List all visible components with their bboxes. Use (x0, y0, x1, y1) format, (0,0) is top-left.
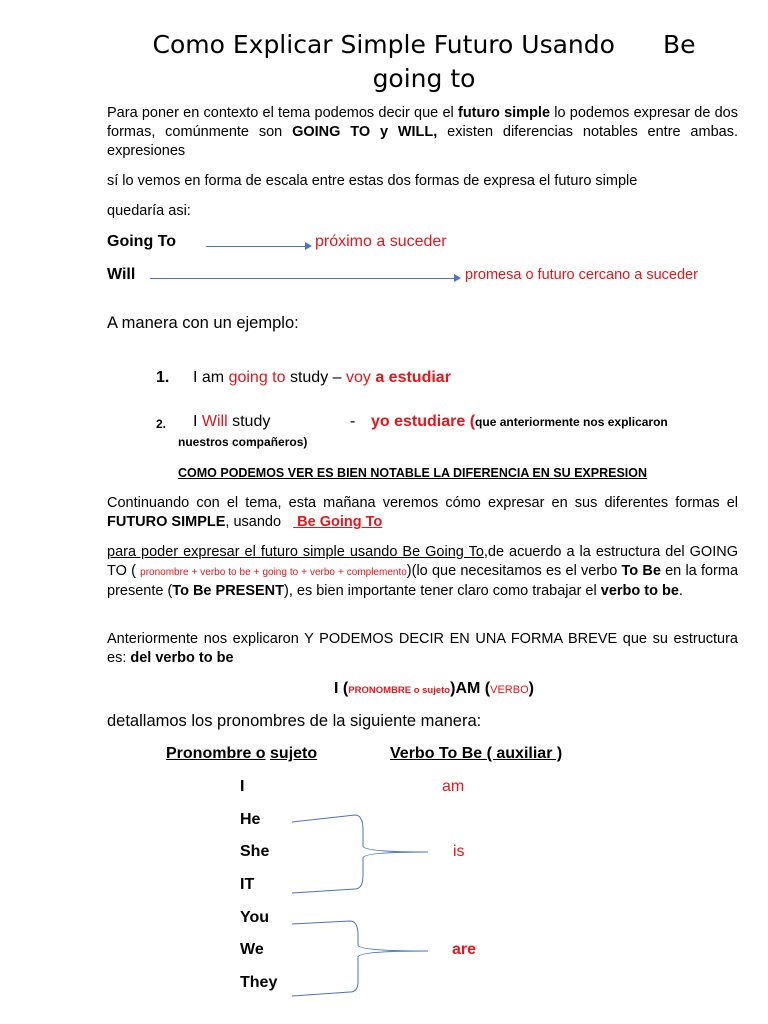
example-1-red-1: going to (228, 369, 286, 386)
formula-i: I ( (334, 680, 349, 697)
intro-bold-2: GOING TO y WILL, (292, 124, 438, 140)
continuando-text-1: Continuando con el tema, esta mañana veremos cómo expresar en sus diferentes formas el (107, 495, 738, 511)
formula-pronoun: PRONOMBRE o sujeto (348, 685, 451, 696)
pronoun-we: We (240, 941, 264, 958)
formula-close: ) (528, 680, 534, 697)
pronoun-they: They (240, 974, 278, 991)
example-1-red-3: a estudiar (375, 369, 451, 386)
para-poder-text-2: )(lo que necesitamos es el verbo (406, 563, 622, 579)
example-2-note-2: nuestros compañeros) (178, 435, 308, 449)
brace-is (292, 815, 428, 893)
verb-is: is (453, 843, 465, 860)
going-to-meaning: próximo a suceder (315, 233, 447, 250)
example-1-text-2: study – (285, 369, 346, 386)
title-part1: Como Explicar Simple Futuro Usando (152, 30, 615, 59)
example-1-text-1: I am (193, 369, 229, 386)
example-intro: A manera con un ejemplo: (107, 314, 299, 332)
example-2-text-2: study (227, 413, 271, 430)
detallamos-text: detallamos los pronombres de la siguiente manera: (107, 712, 482, 730)
intro-bold-1: futuro simple (457, 105, 551, 121)
formula-am: )AM ( (450, 680, 491, 697)
formula-verbo: VERBO (490, 684, 529, 696)
para-poder-structure: pronombre + verbo to be + going to + verbo + complemento (140, 567, 407, 578)
header-pronombre-o: Pronombre o (166, 745, 266, 762)
para-poder-underlined: para poder expresar el futuro simple usando Be Going To (107, 544, 484, 560)
verb-are: are (452, 941, 477, 958)
example-2-note: que anteriormente nos explicaron (475, 415, 668, 429)
intro-text-3: existen diferencias notables entre ambas. expresiones (107, 124, 738, 159)
example-2-number: 2. (156, 417, 167, 431)
example-1-number: 1. (156, 369, 170, 386)
para-poder-text-1: ,de acuerdo a la estructura del GOING TO ( (107, 544, 738, 579)
example-2-text-1: I (193, 413, 202, 430)
will-label: Will (107, 266, 136, 283)
anteriormente-text-1: Anteriormente nos explicaron Y PODEMOS DECIR EN UNA FORMA BREVE que su estructura es: (107, 631, 738, 666)
title-line2: going to (372, 64, 476, 93)
notable-heading: COMO PODEMOS VER ES BIEN NOTABLE LA DIFERENCIA EN SU EXPRESION (178, 466, 648, 480)
pronoun-you: You (240, 909, 270, 926)
para-poder-bold-1: To Be (621, 563, 661, 579)
brace-are (292, 921, 428, 996)
title-part2: Be (662, 30, 696, 59)
pronoun-she: She (240, 843, 270, 860)
quedaria-text: quedaría asi: (107, 203, 191, 219)
going-to-label: Going To (107, 233, 177, 250)
pronoun-i: I (240, 778, 245, 795)
continuando-bold-1: FUTURO SIMPLE (107, 514, 226, 530)
table-header-verb: Verbo To Be ( auxiliar ) (390, 745, 563, 762)
example-2-dash: - (350, 413, 356, 430)
header-sujeto: sujeto (270, 745, 318, 762)
continuando-text-2: , usando (225, 514, 286, 530)
pronoun-it: IT (240, 876, 255, 893)
will-meaning: promesa o futuro cercano a suceder (465, 267, 698, 283)
example-2-red-1: Will (201, 413, 228, 430)
pronoun-he: He (240, 811, 261, 828)
para-poder-text-4: ), es bien importante tener claro como trabajar el (284, 583, 601, 599)
anteriormente-bold-1: del verbo to be (130, 650, 234, 666)
be-going-to-link: Be Going To (293, 514, 383, 530)
intro-text-2: lo podemos expresar de dos formas, comúnmente son (107, 105, 738, 140)
intro-text-1: Para poner en contexto el tema podemos decir que el (107, 105, 458, 121)
verb-am: am (442, 778, 465, 795)
scale-sentence: sí lo vemos en forma de escala entre estas dos formas de expresa el futuro simple (107, 173, 638, 189)
example-2-red-2: yo estudiare ( (371, 413, 476, 430)
para-poder-text-3: en la forma presente ( (107, 563, 739, 599)
example-1-red-2: voy (345, 369, 376, 386)
para-poder-bold-2: To Be PRESENT (172, 583, 285, 599)
para-poder-bold-3: verbo to be (600, 583, 679, 599)
para-poder-text-5: . (678, 583, 683, 599)
